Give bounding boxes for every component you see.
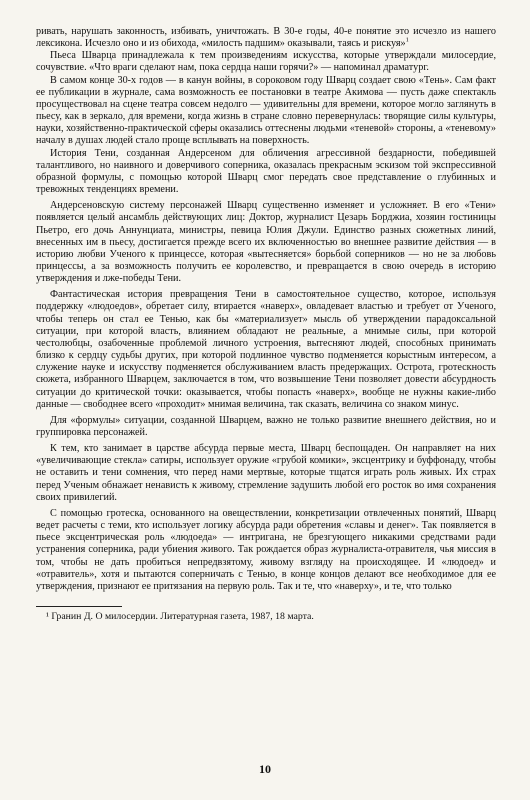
footnote-marker: 1	[405, 36, 409, 44]
paragraph: Пьеса Шварца принадлежала к тем произведениям искусства, которые утверждали милосердие, сочувствие. «Что враги сделают нам, пока сердца наши горячи?» — напоминал драматург.	[36, 50, 496, 74]
paragraph-continuation: ривать, нарушать законность, избивать, уничтожать. В 30-е годы, 40-е понятие это исчезло из нашего лексикона. Исчезло оно и из обихода, «милость падшим» оказывали, таясь и рискуя»$^1$	[36, 26, 496, 50]
page-number: 10	[259, 762, 271, 776]
footnote-divider	[36, 606, 122, 607]
footnote: ¹ Гранин Д. О милосердии. Литературная газета, 1987, 18 марта.	[46, 611, 314, 623]
paragraph: Для «формулы» ситуации, созданной Шварцем, важно не только развитие внешнего действия, но и группировка персонажей.	[36, 414, 496, 438]
paragraph: С помощью гротеска, основанного на овеществлении, конкретизации отвлеченных понятий, Шварц ведет расчеты с теми, кто использует логику абсурда ради обретения «славы и денег». Так появляется в пьесе эксцентрическая роль «людоеда» — интригана, не брезгующего никакими средствами ради устранения соперника, ради убиения живого. Так рождается образ журналиста-отравителя, чья миссия в том, чтобы не дать пробиться непредвзятому, живому взгляду на происходящее. И «людоед» и «отравитель», хотя и пытаются соперничать с Тенью, в конце концов делают все необходимое для ее утверждения, признают ее притязания на первую роль. Так и те, что «наверху», и те, что только	[36, 507, 496, 592]
paragraph: Андерсеновскую систему персонажей Шварц существенно изменяет и усложняет. В его «Тени» появляется целый ансамбль действующих лиц: Доктор, журналист Цезарь Борджиа, хозяин гостиницы Пьетро, его дочь Аннунциата, министры, певица Юлия Джули. Единство разных сюжетных линий, внесенных им в пьесу, достигается прежде всего их включенностью во внешнее развитие действия — в историю любви Ученого к принцессе, которая «вытесняется» борьбой соперников — но не за любовь принцессы, а за возможность получить ее королевство, и превращается в свою очередь в историю утверждения и лже-победы Тени.	[36, 200, 496, 285]
paragraph: В самом конце 30-х годов — в канун войны, в сороковом году Шварц создает свою «Тень». Сам факт ее публикации в журнале, сама возможность ее постановки в театре Акимова — пусть даже спектакль просуществовал на сцене театра совсем недолго — удивительны для времени, которое могло заглянуть в пьесу, как в зеркало, для времени, когда жизнь в стране словно перевернулась: творящие силы культуры, науки, хозяйственно-практической сферы оказались оттеснены людьми «теневой» стороны, а «теневому» началу в душах людей стало проще всплывать на поверхность.	[36, 74, 496, 147]
paragraph: Фантастическая история превращения Тени в самостоятельное существо, которое, используя поддержку «людоедов», обретает силу, втирается «наверх», овладевает властью и требует от Ученого, чтобы теперь он стал ее Тенью, как бы «материализует» мысль об утверждении парадоксальной ситуации, при которой власть, влиянием обладают не реальные, а мнимые силы, при которой честолюбцы, озабоченные проблемой личного устроения, вытесняют людей, способных принимать близко к сердцу судьбы других, при которой подлинное чувство подменяется корыстным интересом, а служение науке и искусству подменяется обслуживанием власть предержащих. Острота, гротескность сюжета, избранного Шварцем, заключается в том, что возвышение Тени позволяет довести абсурдность ситуации до критической точки: оказывается, чтобы попасть «наверх», вообще не нужны какие-либо данные — свободнее всего «проходит» мнимая величина, так сказать, величина со знаком минус.	[36, 289, 496, 410]
body-text	[36, 26, 496, 593]
paragraph: История Тени, созданная Андерсеном для обличения агрессивной бездарности, победившей талантливого, но наивного и доверчивого соперника, оказалась прекрасным эскизом той экспрессивной образной формулы, с помощью которой Шварц смог передать свое представление о глубинных и тревожных тенденциях времени.	[36, 147, 496, 196]
paragraph: К тем, кто занимает в царстве абсурда первые места, Шварц беспощаден. Он направляет на них «увеличивающие стекла» сатиры, использует оружие «грубой комики», эксцентрику и буффонаду, чтобы не оставить и тени сомнения, что перед нами мертвые, которые тщатся играть роль живых. Их страх перед Ученым обнажает ненависть к живому, стремление задушить любой его росток во имя сохранения своих привилегий.	[36, 443, 496, 503]
